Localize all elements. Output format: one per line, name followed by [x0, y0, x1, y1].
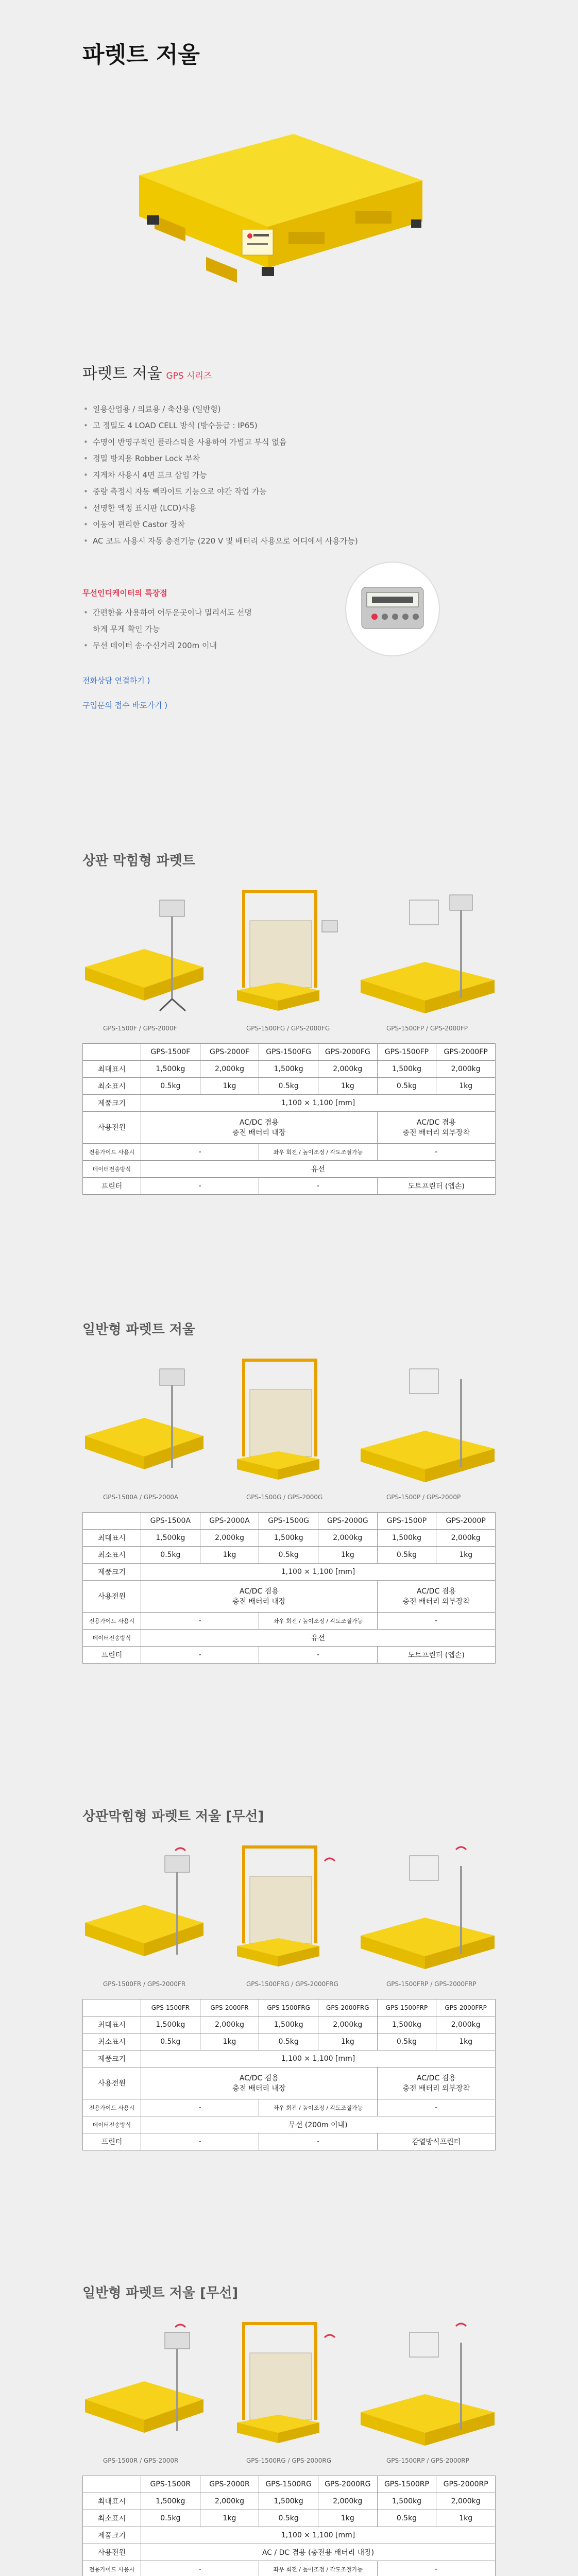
spec-cell: 2,000kg	[200, 1061, 259, 1078]
spec-cell: 전용가이드 사용시	[83, 1144, 141, 1161]
spec-cell: 2,000kg	[436, 1061, 496, 1078]
spec-cell: -	[259, 1647, 377, 1664]
model-header: GPS-2000FRG	[318, 1999, 377, 2016]
spec-cell: 1kg	[318, 2510, 377, 2527]
picture-caption: GPS-1500RG / GPS-2000RG	[246, 2457, 331, 2464]
pallet-bag-image	[237, 1845, 340, 1979]
spec-cell: 1,500kg	[377, 1061, 436, 1078]
spec-cell: 1kg	[436, 2510, 496, 2527]
hero-pallet-image	[118, 98, 428, 319]
spec-cell: 1,500kg	[259, 2016, 318, 2033]
picture-caption: GPS-1500FRP / GPS-2000FRP	[386, 1980, 477, 1988]
spec-table	[82, 1043, 496, 1195]
spec-cell: 0.5kg	[259, 1547, 318, 1564]
pallet-bag-image	[237, 890, 340, 1024]
spec-cell: 2,000kg	[436, 2016, 496, 2033]
model-header: GPS-1500FP	[377, 1044, 436, 1061]
model-header: GPS-1500RG	[259, 2476, 318, 2493]
model-header: GPS-1500R	[141, 2476, 200, 2493]
spec-cell: 좌우 회전 / 높이조정 / 각도조절가능	[259, 1144, 377, 1161]
spec-cell: 1,500kg	[141, 1530, 200, 1547]
pallet-image	[82, 890, 206, 1024]
spec-cell: 1kg	[318, 1547, 377, 1564]
spec-cell: 좌우 회전 / 높이조정 / 각도조절가능	[259, 2561, 377, 2576]
spec-cell: 1,100 × 1,100 [mm]	[141, 1095, 496, 1112]
spec-cell: 1,500kg	[377, 1530, 436, 1547]
pallet-image	[82, 1845, 206, 1979]
feature-item: • 이동이 편리한 Castor 장착	[82, 516, 505, 533]
spec-cell: 데이터전송방식	[83, 1161, 141, 1178]
section-top-closed-pallet	[82, 850, 496, 1191]
feature-item: • 중량 측정시 자동 빽라이트 기능으로 야간 작업 가능	[82, 483, 505, 500]
spec-cell: 최대표시	[83, 1061, 141, 1078]
spec-cell: 사용전원	[83, 2544, 141, 2561]
spec-cell: -	[141, 1647, 259, 1664]
spec-cell: 2,000kg	[318, 1530, 377, 1547]
spec-cell: -	[141, 2099, 259, 2116]
spec-cell: 1kg	[318, 1078, 377, 1095]
spec-cell: 최소표시	[83, 1078, 141, 1095]
picture-caption: GPS-1500RP / GPS-2000RP	[386, 2457, 469, 2464]
spec-cell: -	[377, 1613, 495, 1630]
spec-cell: 1,500kg	[141, 1061, 200, 1078]
model-header: GPS-2000P	[436, 1513, 496, 1530]
section-title: 상판 막힘형 파렛트	[82, 853, 196, 869]
spec-cell	[83, 1999, 141, 2016]
picture-caption: GPS-1500FG / GPS-2000FG	[246, 1025, 330, 1032]
spec-cell: 전용가이드 사용시	[83, 2561, 141, 2576]
wireless-title: 무선인디케이터의 특장점	[82, 588, 167, 598]
wireless-indicator-image	[345, 562, 440, 656]
model-header: GPS-1500FRP	[377, 1999, 436, 2016]
spec-cell: 1,500kg	[259, 2493, 318, 2510]
spec-cell: 1kg	[436, 1078, 496, 1095]
spec-cell: 유선	[141, 1630, 496, 1647]
section-title: 상판막힘형 파렛트 저울 [무선]	[82, 1809, 264, 1824]
product-pictures	[82, 890, 496, 1060]
product-name: 파렛트 저울	[82, 365, 162, 383]
model-header: GPS-1500F	[141, 1044, 200, 1061]
model-header: GPS-1500FG	[259, 1044, 318, 1061]
model-header: GPS-2000A	[200, 1513, 259, 1530]
spec-cell: 0.5kg	[141, 1078, 200, 1095]
pallet-printer-image	[358, 1845, 497, 1979]
spec-cell: -	[259, 2133, 377, 2150]
spec-cell: 프린터	[83, 1647, 141, 1664]
pallet-printer-image	[358, 2322, 497, 2456]
spec-cell: 유선	[141, 1161, 496, 1178]
spec-cell: AC/DC 겸용 충전 배터리 내장	[141, 1112, 378, 1144]
spec-cell: 도트프린터 (엡손)	[377, 1178, 495, 1195]
picture-caption: GPS-1500R / GPS-2000R	[103, 2457, 179, 2464]
spec-cell: 제품크기	[83, 1095, 141, 1112]
spec-cell: 1kg	[200, 2033, 259, 2050]
spec-cell: 제품크기	[83, 1564, 141, 1581]
spec-table	[82, 1512, 496, 1664]
spec-cell: 데이터전송방식	[83, 1630, 141, 1647]
model-header: GPS-1500P	[377, 1513, 436, 1530]
model-header: GPS-2000G	[318, 1513, 377, 1530]
spec-cell: 1,100 × 1,100 [mm]	[141, 2527, 496, 2544]
model-header: GPS-2000RP	[436, 2476, 496, 2493]
spec-cell: AC/DC 겸용 충전 배터리 내장	[141, 2067, 378, 2099]
spec-cell: 무선 (200m 이내)	[141, 2116, 496, 2133]
spec-cell: 1,500kg	[259, 1530, 318, 1547]
spec-cell	[83, 1044, 141, 1061]
spec-cell: 좌우 회전 / 높이조정 / 각도조절가능	[259, 2099, 377, 2116]
spec-cell: 0.5kg	[141, 1547, 200, 1564]
spec-cell: 1,500kg	[377, 2016, 436, 2033]
spec-cell: 0.5kg	[377, 2510, 436, 2527]
spec-cell: -	[141, 2561, 259, 2576]
feature-item: • 고 정밀도 4 LOAD CELL 방식 (방수등급 : IP65)	[82, 417, 505, 434]
feature-item: • 정밀 방지용 Robber Lock 부착	[82, 450, 505, 467]
spec-cell	[83, 1513, 141, 1530]
spec-cell: 1,500kg	[141, 2493, 200, 2510]
section-general-wireless	[82, 2282, 496, 2573]
picture-caption: GPS-1500FR / GPS-2000FR	[103, 1980, 186, 1988]
model-header: GPS-1500A	[141, 1513, 200, 1530]
spec-cell: 0.5kg	[141, 2033, 200, 2050]
section-title: 일반형 파렛트 저울	[82, 1322, 196, 1337]
wireless-info	[82, 587, 371, 654]
pallet-bag-image	[237, 2322, 340, 2456]
spec-cell: 감열방식프린터	[377, 2133, 495, 2150]
spec-cell: -	[377, 2099, 495, 2116]
product-series: GPS 시리즈	[166, 371, 212, 381]
spec-cell: 2,000kg	[318, 2016, 377, 2033]
spec-cell: 1kg	[200, 2510, 259, 2527]
spec-cell: 1kg	[200, 1078, 259, 1095]
spec-cell: 전용가이드 사용시	[83, 1613, 141, 1630]
wireless-item: • 무선 데이터 송·수신거리 200m 이내	[82, 637, 371, 654]
product-info	[82, 361, 505, 549]
spec-cell: -	[141, 1613, 259, 1630]
spec-cell: 최소표시	[83, 2510, 141, 2527]
purchase-inquiry-link[interactable]: 구입문의 접수 바로가기 )	[82, 701, 168, 710]
spec-cell: 0.5kg	[141, 2510, 200, 2527]
spec-cell: -	[377, 1144, 495, 1161]
phone-consult-link[interactable]: 전화상담 연결하기 )	[82, 676, 150, 685]
spec-cell: 최소표시	[83, 2033, 141, 2050]
wireless-list	[82, 604, 371, 654]
feature-item: • 선명한 액정 표시판 (LCD)사용	[82, 500, 505, 516]
spec-cell: -	[141, 1144, 259, 1161]
picture-caption: GPS-1500FRG / GPS-2000FRG	[246, 1980, 338, 1988]
spec-cell: 1,500kg	[259, 1061, 318, 1078]
spec-cell: 제품크기	[83, 2527, 141, 2544]
model-header: GPS-2000FRP	[436, 1999, 496, 2016]
spec-cell: 1kg	[436, 2033, 496, 2050]
model-header: GPS-2000FR	[200, 1999, 259, 2016]
picture-caption: GPS-1500G / GPS-2000G	[246, 1494, 323, 1501]
spec-cell: -	[259, 1178, 377, 1195]
product-pictures	[82, 1845, 496, 2015]
pallet-bag-image	[237, 1359, 340, 1493]
pallet-image	[82, 2322, 206, 2456]
spec-cell: 전용가이드 사용시	[83, 2099, 141, 2116]
spec-cell: AC/DC 겸용 충전 배터리 내장	[141, 1581, 378, 1613]
spec-cell: 2,000kg	[318, 2493, 377, 2510]
spec-cell: 도트프린터 (엡손)	[377, 1647, 495, 1664]
model-header: GPS-2000FP	[436, 1044, 496, 1061]
spec-cell: 2,000kg	[318, 1061, 377, 1078]
section-top-closed-wireless	[82, 1806, 496, 2146]
wireless-item: • 간편한을 사용하여 어두운곳이나 밀리서도 선명하게 무게 확인 가능	[82, 604, 252, 637]
spec-cell: 0.5kg	[259, 1078, 318, 1095]
section-general-pallet	[82, 1319, 496, 1659]
spec-cell: 좌우 회전 / 높이조정 / 각도조절가능	[259, 1613, 377, 1630]
spec-cell: 최대표시	[83, 1530, 141, 1547]
pallet-printer-image	[358, 890, 497, 1024]
picture-caption: GPS-1500F / GPS-2000F	[103, 1025, 177, 1032]
spec-cell: 사용전원	[83, 1112, 141, 1144]
spec-cell: 1kg	[318, 2033, 377, 2050]
spec-cell: -	[141, 1178, 259, 1195]
spec-cell: 프린터	[83, 2133, 141, 2150]
spec-cell: -	[141, 2133, 259, 2150]
picture-caption: GPS-1500FP / GPS-2000FP	[386, 1025, 468, 1032]
spec-cell: 데이터전송방식	[83, 2116, 141, 2133]
model-header: GPS-2000FG	[318, 1044, 377, 1061]
spec-cell: AC / DC 겸용 (충전용 배터리 내장)	[141, 2544, 496, 2561]
spec-cell: -	[377, 2561, 495, 2576]
model-header: GPS-1500RP	[377, 2476, 436, 2493]
spec-table	[82, 1999, 496, 2150]
spec-cell: AC/DC 겸용 충전 배터리 외부장착	[377, 1112, 495, 1144]
spec-cell: 0.5kg	[377, 1547, 436, 1564]
feature-item: • 수명이 반영구적인 플라스틱을 사용하여 가볍고 부식 없음	[82, 434, 505, 450]
spec-cell: 사용전원	[83, 1581, 141, 1613]
spec-cell: 1,100 × 1,100 [mm]	[141, 2050, 496, 2067]
product-pictures	[82, 2322, 496, 2492]
picture-caption: GPS-1500P / GPS-2000P	[386, 1494, 461, 1501]
product-title	[82, 361, 505, 383]
section-title: 일반형 파렛트 저울 [무선]	[82, 2285, 239, 2301]
spec-cell: 0.5kg	[259, 2033, 318, 2050]
product-pictures	[82, 1359, 496, 1529]
spec-cell: 1,500kg	[141, 2016, 200, 2033]
spec-table	[82, 2476, 496, 2576]
feature-item: • 일용산업용 / 의료용 / 축산용 (일반형)	[82, 401, 505, 417]
model-header: GPS-1500G	[259, 1513, 318, 1530]
spec-cell: 2,000kg	[436, 2493, 496, 2510]
feature-item: • AC 코드 사용시 자동 충전기능 (220 V 및 배터리 사용으로 어디에서 사용가능)	[82, 533, 505, 549]
spec-cell: 2,000kg	[436, 1530, 496, 1547]
spec-cell: 최소표시	[83, 1547, 141, 1564]
model-header: GPS-2000RG	[318, 2476, 377, 2493]
spec-cell: 1kg	[436, 1547, 496, 1564]
spec-cell: 사용전원	[83, 2067, 141, 2099]
spec-cell: AC/DC 겸용 충전 배터리 외부장착	[377, 2067, 495, 2099]
spec-cell: 최대표시	[83, 2493, 141, 2510]
spec-cell: 제품크기	[83, 2050, 141, 2067]
model-header: GPS-1500FR	[141, 1999, 200, 2016]
feature-list	[82, 401, 505, 549]
spec-cell: 1kg	[200, 1547, 259, 1564]
spec-cell: 2,000kg	[200, 1530, 259, 1547]
spec-cell: 2,000kg	[200, 2493, 259, 2510]
model-header: GPS-2000F	[200, 1044, 259, 1061]
picture-caption: GPS-1500A / GPS-2000A	[103, 1494, 179, 1501]
spec-cell: AC/DC 겸용 충전 배터리 외부장착	[377, 1581, 495, 1613]
feature-item: • 지게차 사용시 4면 포크 삽입 가능	[82, 467, 505, 483]
spec-cell: 2,000kg	[200, 2016, 259, 2033]
spec-cell: 1,100 × 1,100 [mm]	[141, 1564, 496, 1581]
spec-cell: 0.5kg	[377, 1078, 436, 1095]
model-header: GPS-1500FRG	[259, 1999, 318, 2016]
pallet-image	[82, 1359, 206, 1493]
page-title: 파렛트 저울	[82, 42, 200, 68]
spec-cell: 최대표시	[83, 2016, 141, 2033]
spec-cell: 0.5kg	[259, 2510, 318, 2527]
pallet-printer-image	[358, 1359, 497, 1493]
spec-cell: 프린터	[83, 1178, 141, 1195]
spec-cell: 1,500kg	[377, 2493, 436, 2510]
spec-cell	[83, 2476, 141, 2493]
spec-cell: 0.5kg	[377, 2033, 436, 2050]
model-header: GPS-2000R	[200, 2476, 259, 2493]
